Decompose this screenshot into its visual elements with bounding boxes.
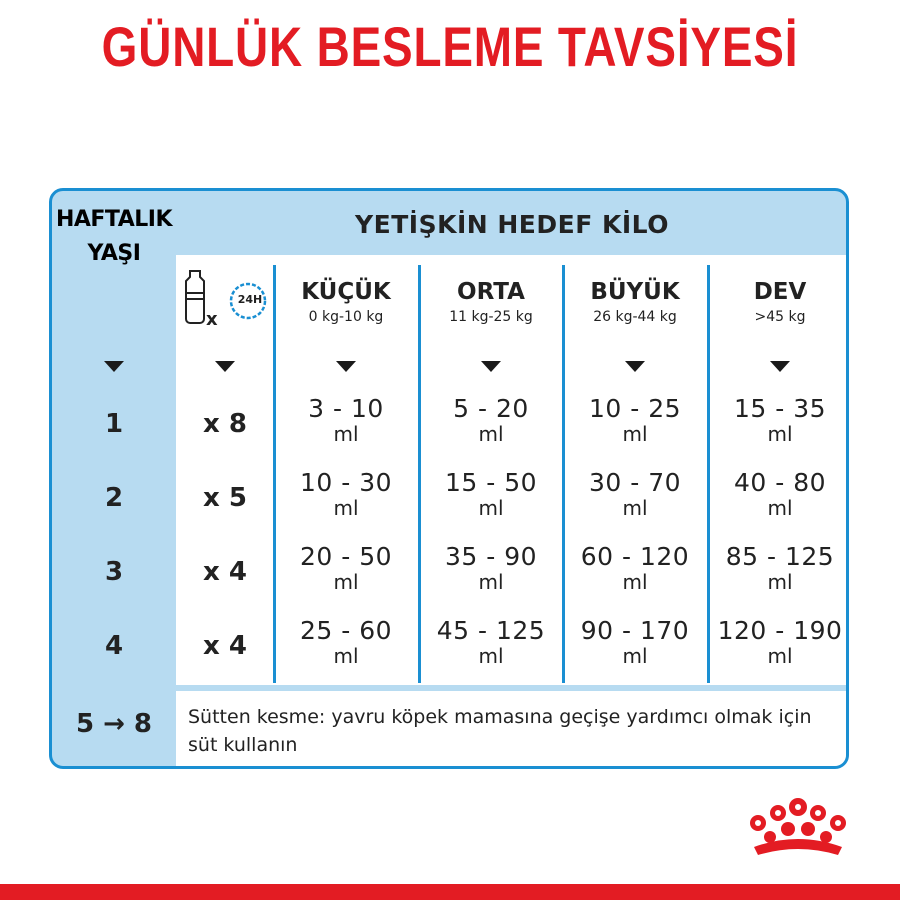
feeds-week-1: x 8 <box>203 409 247 439</box>
size-header-orta: ORTA 11 kg-25 kg <box>449 279 533 325</box>
table-header: YETİŞKİN HEDEF KİLO <box>355 209 669 239</box>
size-header-buyuk: BÜYÜK 26 kg-44 kg <box>590 279 680 325</box>
amount-cell: 15 - 35 ml <box>733 394 827 446</box>
kucuk-arrow-icon <box>336 361 356 372</box>
week-column-header: HAFTALIK YAŞI <box>55 207 173 266</box>
page-title: GÜNLÜK BESLEME TAVSİYESİ <box>101 15 799 78</box>
amount-cell: 35 - 90 ml <box>444 542 538 594</box>
weaning-note: Sütten kesme: yavru köpek mamasına geçişe yardımcı olmak için süt kullanın <box>188 706 812 756</box>
amount-cell: 15 - 50 ml <box>444 468 538 520</box>
amount-cell: 25 - 60 ml <box>299 616 393 668</box>
size-header-dev: DEV >45 kg <box>753 279 807 325</box>
orta-arrow-icon <box>481 361 501 372</box>
amount-cell: 120 - 190 ml <box>717 616 843 668</box>
feeding-table <box>49 188 849 769</box>
amount-cell: 10 - 25 ml <box>588 394 682 446</box>
amount-cell: 30 - 70 ml <box>588 468 682 520</box>
amount-cell: 20 - 50 ml <box>299 542 393 594</box>
times-label: x <box>206 309 218 330</box>
week-arrow-icon <box>104 361 124 372</box>
amount-cell: 5 - 20 ml <box>453 394 529 446</box>
amount-cell: 90 - 170 ml <box>580 616 690 668</box>
royal-canin-crown-icon <box>738 795 858 867</box>
weaning-row <box>176 691 846 766</box>
24h-clock-label: 24H <box>237 293 263 306</box>
feeds-week-3: x 4 <box>203 557 247 587</box>
amount-cell: 45 - 125 ml <box>436 616 546 668</box>
week-2: 2 <box>104 483 124 513</box>
amount-cell: 60 - 120 ml <box>580 542 690 594</box>
amount-cell: 3 - 10 ml <box>308 394 384 446</box>
dev-arrow-icon <box>770 361 790 372</box>
amount-cell: 10 - 30 ml <box>299 468 393 520</box>
feeds-week-4: x 4 <box>203 631 247 661</box>
weaning-week: 5 → 8 <box>75 709 153 739</box>
table-body <box>176 255 846 685</box>
feeds-week-2: x 5 <box>203 483 247 513</box>
amount-cell: 40 - 80 ml <box>733 468 827 520</box>
size-header-kucuk: KÜÇÜK 0 kg-10 kg <box>301 279 391 325</box>
week-4: 4 <box>104 631 124 661</box>
feeds-arrow-icon <box>215 361 235 372</box>
week-3: 3 <box>104 557 124 587</box>
amount-cell: 85 - 125 ml <box>725 542 835 594</box>
bottom-red-bar <box>0 884 900 900</box>
week-1: 1 <box>104 409 124 439</box>
buyuk-arrow-icon <box>625 361 645 372</box>
